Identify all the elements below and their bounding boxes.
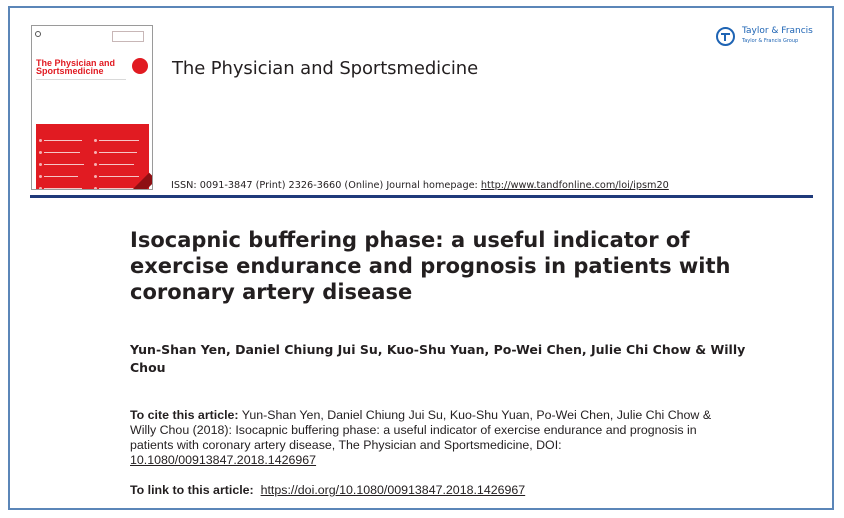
cover-rule [36, 79, 126, 80]
article-link-line [130, 483, 690, 497]
cover-badge-icon [132, 58, 148, 74]
citation-label: To cite this article: [130, 408, 239, 422]
journal-homepage-link[interactable]: http://www.tandfonline.com/loi/ipsm20 [480, 180, 669, 191]
citation-doi-link[interactable]: 10.1080/00913847.2018.1426967 [130, 453, 317, 467]
issn-text: ISSN: 0091-3847 (Print) 2326-3660 (Online) Journal homepage: [171, 180, 481, 191]
link-label: To link to this article: [130, 483, 254, 497]
cover-publisher-mark-icon [35, 31, 41, 37]
publisher-group: Taylor & Francis Group [742, 38, 799, 44]
cover-title: The Physician and Sportsmedicine [36, 58, 116, 76]
journal-cover-image [31, 25, 153, 190]
header-divider [30, 195, 813, 198]
citation-text: Yun-Shan Yen, Daniel Chiung Jui Su, Kuo-Shu Yuan, Po-Wei Chen, Julie Chi Chow & Willy Chou (2018): Isocapnic buffering phase: a useful indicator of exercise endurance and prognosis in patients with coronary artery disease, The Physician and Sportsmedicine, DOI: [130, 408, 712, 452]
cover-red-panel [36, 124, 149, 190]
publisher-logo[interactable] [716, 25, 816, 49]
publisher-name: Taylor & Francis [742, 26, 813, 36]
journal-name: The Physician and Sportsmedicine [172, 58, 479, 79]
article-doi-link[interactable]: https://doi.org/10.1080/00913847.2018.1426967 [260, 483, 526, 497]
taylor-francis-logo-icon [716, 27, 735, 46]
cover-volume-box [112, 31, 144, 42]
article-authors: Yun-Shan Yen, Daniel Chiung Jui Su, Kuo-Shu Yuan, Po-Wei Chen, Julie Chi Chow & Willy Chou [130, 342, 746, 375]
citation-block [130, 408, 715, 468]
article-title: Isocapnic buffering phase: a useful indicator of exercise endurance and prognosis in patients with coronary artery disease [130, 228, 731, 304]
issn-line [171, 180, 669, 191]
